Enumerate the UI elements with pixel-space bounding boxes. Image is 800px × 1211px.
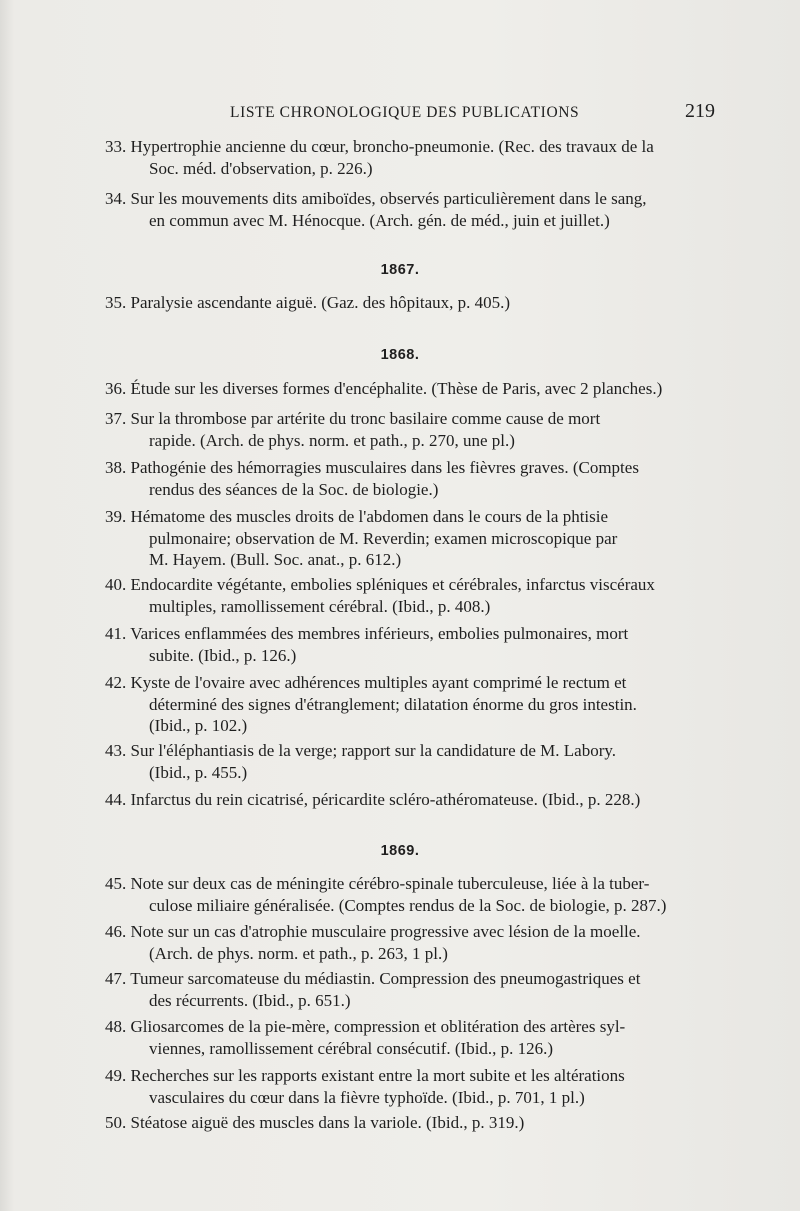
entry-line: culose miliaire généralisée. (Comptes rendus de la Soc. de biologie, p. 287.): [149, 895, 667, 915]
entry-line: 49. Recherches sur les rapports existant entre la mort subite et les altérations: [105, 1066, 625, 1085]
running-title: LISTE CHRONOLOGIQUE DES PUBLICATIONS: [230, 104, 580, 121]
entry-line: 47. Tumeur sarcomateuse du médiastin. Compression des pneumogastriques et: [105, 969, 641, 988]
entry-line: rapide. (Arch. de phys. norm. et path., p. 270, une pl.): [149, 430, 515, 450]
entry-line: 34. Sur les mouvements dits amiboïdes, observés particulièrement dans le sang,: [105, 189, 647, 208]
entry-line: 45. Note sur deux cas de méningite cérébro-spinale tuberculeuse, liée à la tuber-: [105, 874, 650, 893]
entry-line: 36. Étude sur les diverses formes d'encéphalite. (Thèse de Paris, avec 2 planches.): [105, 379, 663, 398]
entry-line: 37. Sur la thrombose par artérite du tronc basilaire comme cause de mort: [105, 409, 601, 428]
entry-line: 44. Infarctus du rein cicatrisé, péricardite scléro-athéromateuse. (Ibid., p. 228.): [105, 790, 641, 809]
entry-45: [105, 873, 712, 916]
year-heading-1867: 1867.: [380, 262, 420, 278]
entry-50: [105, 1112, 712, 1134]
entry-line: 38. Pathogénie des hémorragies musculaires dans les fièvres graves. (Comptes: [105, 458, 639, 477]
entry-35: [105, 292, 712, 314]
entry-line: 42. Kyste de l'ovaire avec adhérences multiples ayant comprimé le rectum et: [105, 673, 627, 692]
entry-line: 41. Varices enflammées des membres inférieurs, embolies pulmonaires, mort: [105, 624, 629, 643]
year-heading-1869: 1869.: [380, 843, 420, 859]
entry-line: 35. Paralysie ascendante aiguë. (Gaz. des hôpitaux, p. 405.): [105, 293, 511, 312]
entry-line: pulmonaire; observation de M. Reverdin; examen microscopique par: [149, 528, 618, 548]
entry-line: 50. Stéatose aiguë des muscles dans la variole. (Ibid., p. 319.): [105, 1113, 525, 1132]
entry-49: [105, 1065, 712, 1108]
entry-38: [105, 457, 712, 500]
entry-40: [105, 574, 712, 617]
entry-line: (Ibid., p. 102.): [149, 716, 248, 735]
entry-line: 40. Endocardite végétante, embolies spléniques et cérébrales, infarctus viscéraux: [105, 575, 655, 594]
entry-line: en commun avec M. Hénocque. (Arch. gén. de méd., juin et juillet.): [149, 210, 610, 230]
entry-37: [105, 408, 712, 451]
entry-line: 39. Hématome des muscles droits de l'abdomen dans le cours de la phtisie: [105, 507, 609, 526]
entry-46: [105, 921, 712, 964]
entry-line: 46. Note sur un cas d'atrophie musculaire progressive avec lésion de la moelle.: [105, 922, 641, 941]
entry-line: 33. Hypertrophie ancienne du cœur, broncho-pneumonie. (Rec. des travaux de la: [105, 137, 654, 156]
entry-line: Soc. méd. d'observation, p. 226.): [149, 158, 373, 178]
entry-44: [105, 789, 712, 811]
entry-line: (Arch. de phys. norm. et path., p. 263, 1 pl.): [149, 943, 448, 963]
entry-34: [105, 188, 712, 231]
entry-line: 43. Sur l'éléphantiasis de la verge; rapport sur la candidature de M. Labory.: [105, 741, 617, 760]
running-header: [230, 100, 715, 126]
entry-line: multiples, ramollissement cérébral. (Ibid., p. 408.): [149, 596, 491, 616]
entry-42: [105, 672, 712, 737]
entry-43: [105, 740, 712, 783]
entry-line: vasculaires du cœur dans la fièvre typhoïde. (Ibid., p. 701, 1 pl.): [149, 1087, 585, 1107]
year-heading-1868: 1868.: [380, 347, 420, 363]
entry-48: [105, 1016, 712, 1059]
entry-36: [105, 378, 712, 400]
entry-41: [105, 623, 712, 666]
entry-line: viennes, ramollissement cérébral consécutif. (Ibid., p. 126.): [149, 1038, 554, 1058]
entry-line: M. Hayem. (Bull. Soc. anat., p. 612.): [149, 550, 402, 569]
entry-line: (Ibid., p. 455.): [149, 762, 248, 782]
entry-line: des récurrents. (Ibid., p. 651.): [149, 990, 351, 1010]
entry-line: déterminé des signes d'étranglement; dilatation énorme du gros intestin.: [149, 694, 637, 714]
page-number: 219: [685, 100, 715, 122]
entry-39: [105, 506, 712, 571]
entry-line: rendus des séances de la Soc. de biologie.): [149, 479, 439, 499]
entry-line: 48. Gliosarcomes de la pie-mère, compression et oblitération des artères syl-: [105, 1017, 626, 1036]
entry-47: [105, 968, 712, 1011]
entry-line: subite. (Ibid., p. 126.): [149, 645, 297, 665]
entry-33: [105, 136, 712, 179]
